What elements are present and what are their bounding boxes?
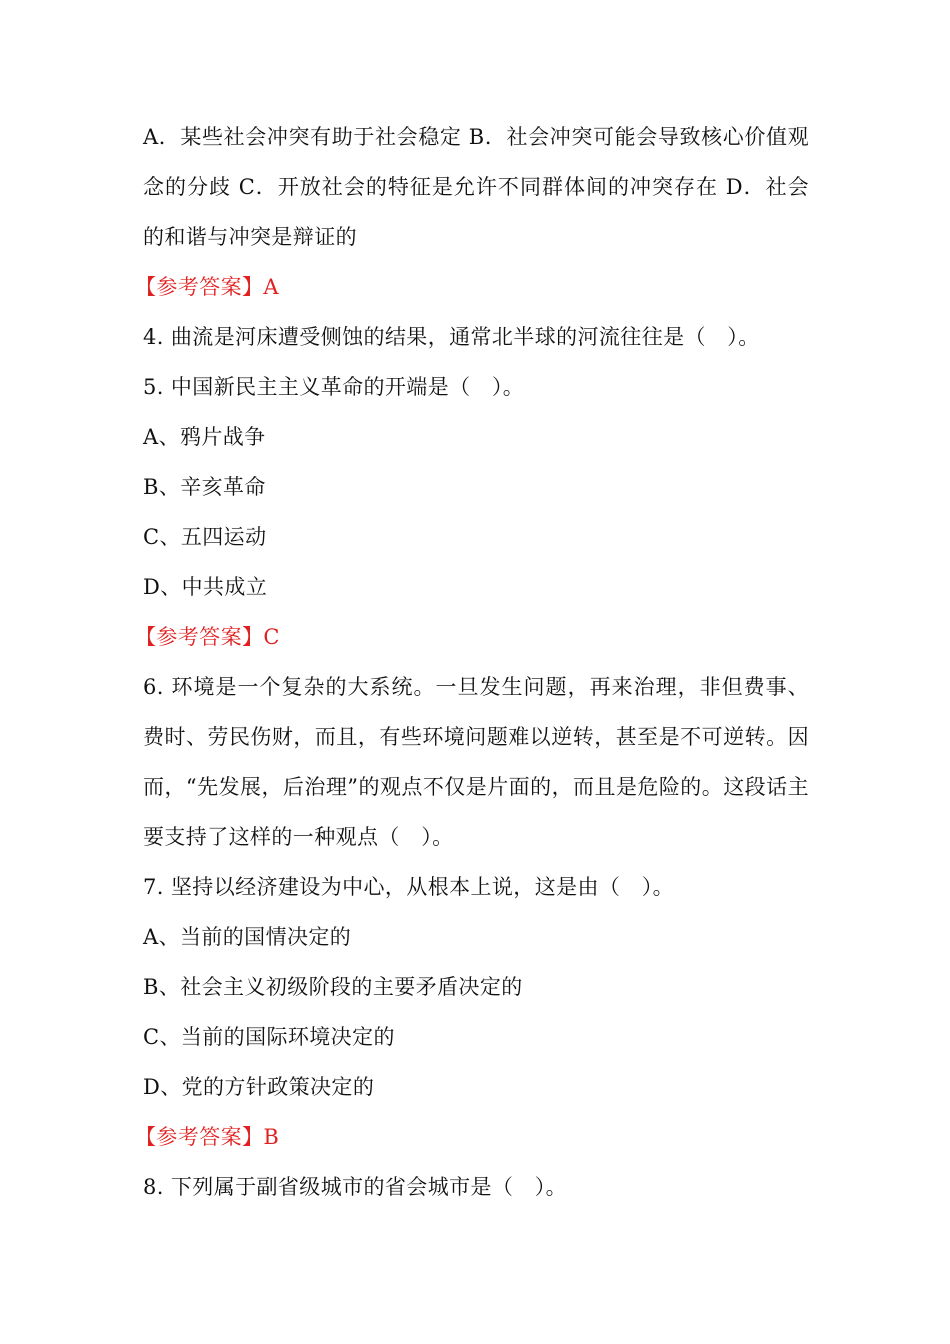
question-8: 8. 下列属于副省级城市的省会城市是（ ）。 bbox=[143, 1175, 568, 1199]
question-4: 4. 曲流是河床遭受侧蚀的结果，通常北半球的河流往往是（ ）。 bbox=[143, 325, 760, 349]
question-6: 6. 环境是一个复杂的大系统。一旦发生问题，再来治理，非但费事、费时、劳民伤财，而且，有些环境问题难以逆转，甚至是不可逆转。因而，“先发展，后治理”的观点不仅是片面的，而且是危险的。这段话主要支持了这样的一种观点（ ）。 bbox=[143, 675, 809, 849]
question-7-option-a: A、当前的国情决定的 bbox=[143, 925, 352, 949]
question-7-option-c: C、当前的国际环境决定的 bbox=[143, 1025, 395, 1049]
question-7-option-d: D、党的方针政策决定的 bbox=[143, 1075, 375, 1099]
answer-7: 【参考答案】B bbox=[135, 1125, 280, 1149]
question-5: 5. 中国新民主主义革命的开端是（ ）。 bbox=[143, 375, 525, 399]
question-3-options: A．某些社会冲突有助于社会稳定 B．社会冲突可能会导致核心价值观念的分歧 C．开放社会的特征是允许不同群体间的冲突存在 D．社会的和谐与冲突是辩证的 bbox=[143, 125, 809, 249]
question-5-option-a: A、鸦片战争 bbox=[143, 425, 266, 449]
answer-5: 【参考答案】C bbox=[135, 625, 280, 649]
answer-3: 【参考答案】A bbox=[135, 275, 279, 299]
question-5-option-c: C、五四运动 bbox=[143, 525, 267, 549]
question-7-option-b: B、社会主义初级阶段的主要矛盾决定的 bbox=[143, 975, 523, 999]
question-7: 7. 坚持以经济建设为中心，从根本上说，这是由（ ）。 bbox=[143, 875, 675, 899]
question-5-option-b: B、辛亥革命 bbox=[143, 475, 266, 499]
question-5-option-d: D、中共成立 bbox=[143, 575, 268, 599]
question-content bbox=[135, 112, 809, 1212]
